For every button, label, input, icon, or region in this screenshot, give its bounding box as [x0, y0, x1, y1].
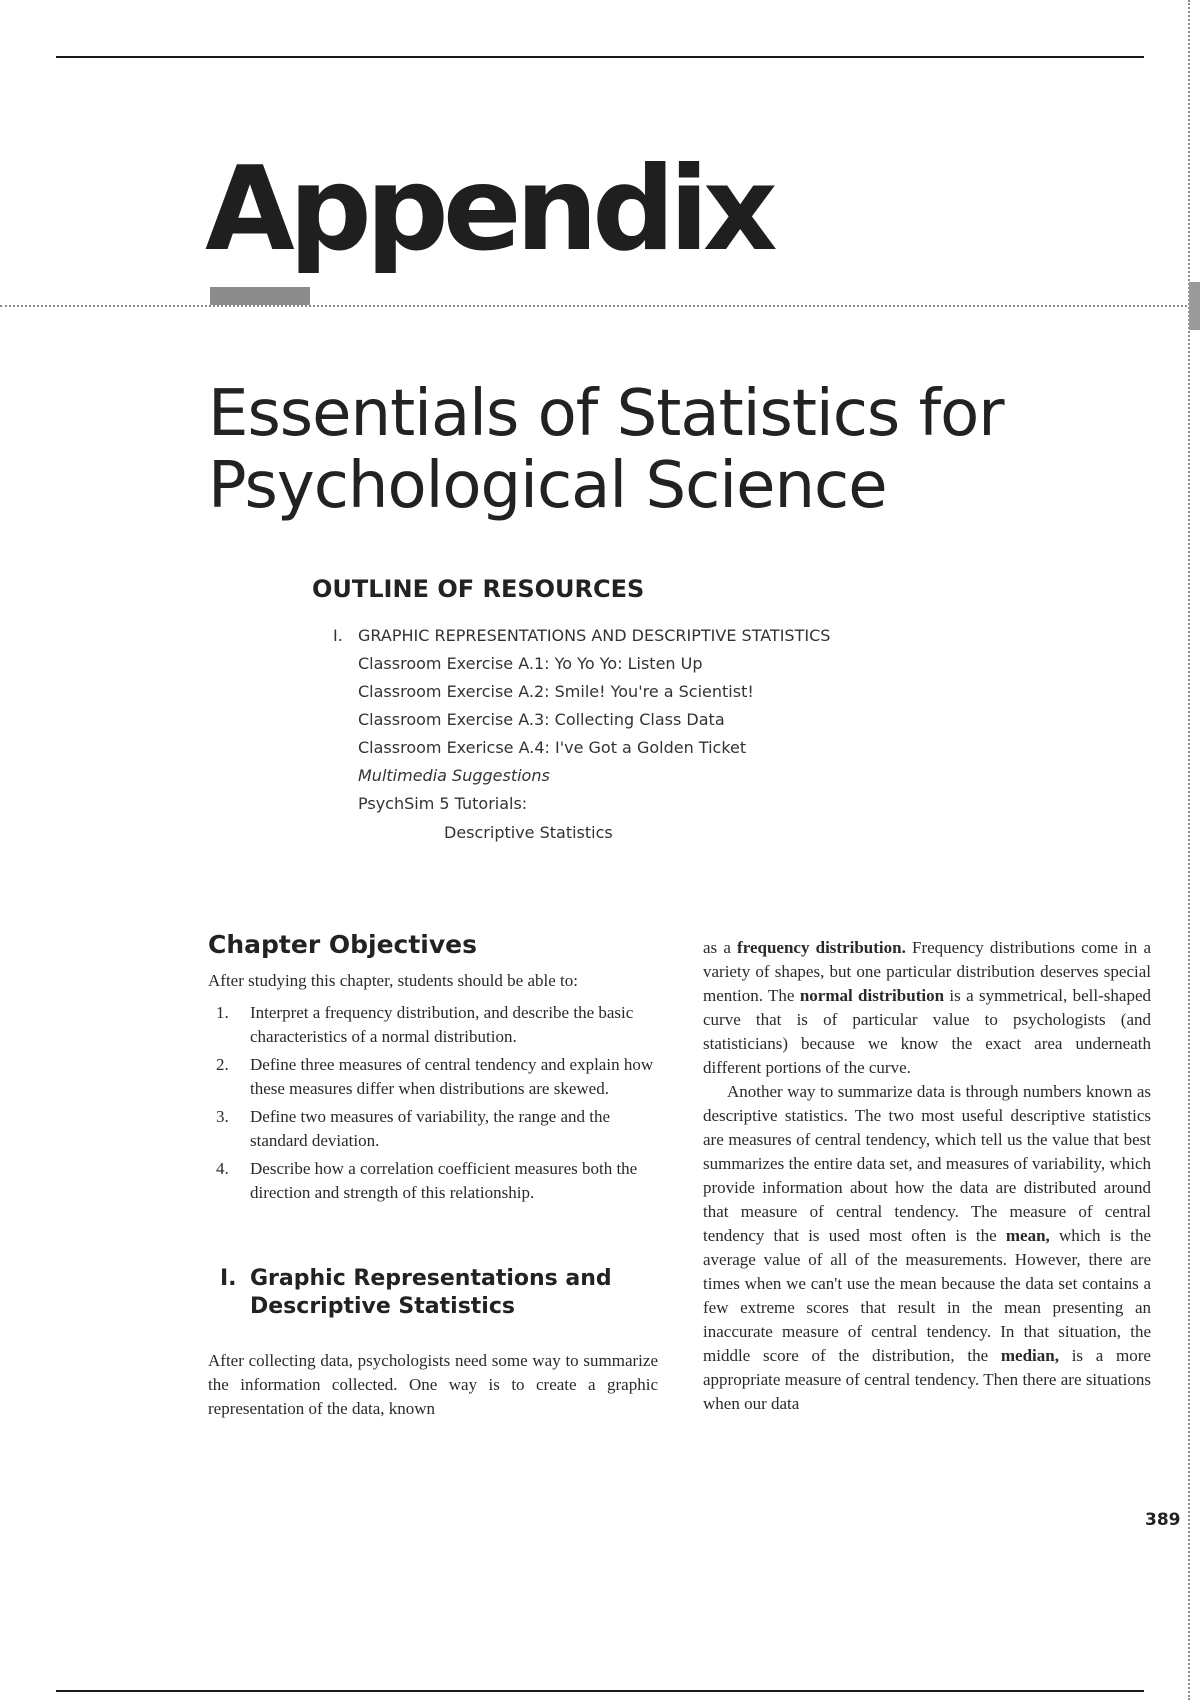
section-title-line-1: Graphic Representations and	[250, 1266, 612, 1291]
page-title-line-2: Psychological Science	[208, 449, 887, 523]
objective-number: 3.	[216, 1107, 229, 1126]
text-run: is a symmetrical, bell-shaped curve that is of particular value to psychologists (and statisticians) because we know the exact area underneath different portions of the curve.	[703, 986, 1151, 1077]
chapter-objectives-heading: Chapter Objectives	[208, 930, 477, 959]
appendix-label: Appendix	[205, 142, 772, 277]
section-heading	[208, 1265, 658, 1321]
horizontal-crop-guide	[0, 305, 1195, 307]
outline-item: Classroom Exercise A.3: Collecting Class Data	[358, 710, 725, 729]
body-paragraph-2	[703, 1080, 1151, 1416]
objective-item	[208, 1053, 658, 1101]
outline-section-title: GRAPHIC REPRESENTATIONS AND DESCRIPTIVE STATISTICS	[358, 626, 831, 645]
objectives-intro: After studying this chapter, students should be able to:	[208, 971, 578, 990]
thumb-tab	[1189, 282, 1200, 330]
section-paragraph: After collecting data, psychologists need some way to summarize the information collected. One way is to create a graphic representation of the data, known	[208, 1351, 658, 1418]
outline-item: Classroom Exericse A.4: I've Got a Golden Ticket	[358, 738, 747, 757]
page-number: 389	[1145, 1510, 1181, 1530]
objective-number: 4.	[216, 1159, 229, 1178]
text-run: Another way to summarize data is through numbers known as descriptive statistics. The two most useful descriptive statistics are measures of central tendency, which tell us the value that best summarizes the entire data set, and measures of variability, which provide information about how the data are distributed around that measure of central tendency. The measure of central tendency that is used most often is the	[703, 1082, 1151, 1245]
page-title	[208, 378, 1108, 522]
objective-item	[208, 1157, 658, 1205]
text-run: Frequency distributions come in a variety of shapes, but one particular distribution deserves special mention. The	[703, 938, 1152, 1005]
outline-section-number: I.	[333, 626, 343, 645]
text-run: is a more appropriate measure of central tendency. Then there are situations when our data	[703, 1346, 1151, 1413]
objective-item	[208, 1001, 658, 1049]
section-title-line-2: Descriptive Statistics	[250, 1294, 515, 1319]
body-paragraph-1	[703, 936, 1151, 1080]
objective-text: Describe how a correlation coefficient measures both the direction and strength of this relationship.	[250, 1159, 638, 1202]
top-rule	[56, 56, 1144, 58]
objectives-list	[208, 1001, 658, 1205]
title-accent-bar	[210, 287, 310, 305]
right-column	[703, 936, 1151, 1416]
key-term: median,	[1000, 1346, 1059, 1365]
outline-heading: OUTLINE OF RESOURCES	[312, 575, 645, 603]
text-run: which is the average value of all of the measurements. However, there are times when we can't use the mean because the data set contains a few extreme scores that result in the mean presenting an inaccurate measure of central tendency. In that situation, the middle score of the distribution, the	[703, 1226, 1152, 1365]
objective-number: 2.	[216, 1055, 229, 1074]
objective-number: 1.	[216, 1003, 229, 1022]
text-run: as a	[703, 938, 738, 957]
vertical-crop-guide	[1188, 0, 1190, 1700]
outline-item: Classroom Exercise A.1: Yo Yo Yo: Listen Up	[358, 654, 703, 673]
outline-multimedia: Multimedia Suggestions	[358, 766, 550, 785]
key-term: frequency distribution.	[737, 938, 906, 957]
outline-item: Classroom Exercise A.2: Smile! You're a Scientist!	[358, 682, 754, 701]
objective-text: Interpret a frequency distribution, and describe the basic characteristics of a normal distribution.	[250, 1003, 634, 1046]
outline-tutorial: Descriptive Statistics	[444, 823, 613, 842]
bottom-rule	[56, 1690, 1144, 1692]
key-term: normal distribution	[799, 986, 945, 1005]
key-term: mean,	[1005, 1226, 1050, 1245]
objective-item	[208, 1105, 658, 1153]
page-title-line-1: Essentials of Statistics for	[208, 377, 1004, 451]
left-column	[208, 930, 658, 1421]
objective-text: Define three measures of central tendency and explain how these measures differ when distributions are skewed.	[250, 1055, 654, 1098]
objective-text: Define two measures of variability, the range and the standard deviation.	[250, 1107, 611, 1150]
outline-psychsim: PsychSim 5 Tutorials:	[358, 794, 528, 813]
section-number: I.	[220, 1266, 237, 1291]
